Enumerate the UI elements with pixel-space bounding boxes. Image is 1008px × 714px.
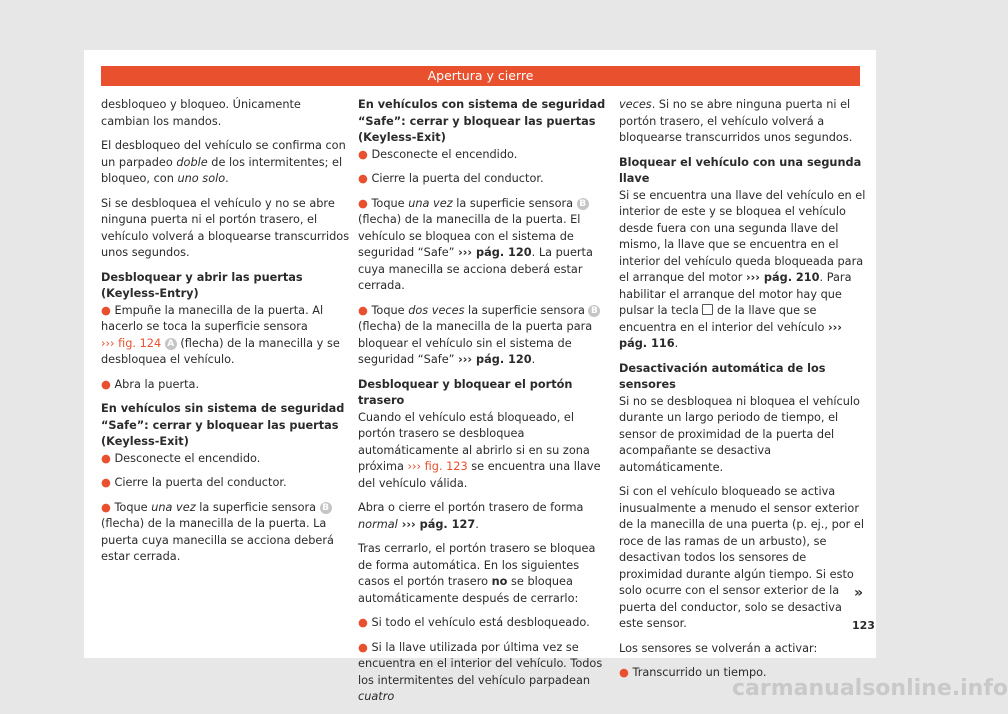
- page-link[interactable]: ››› pág. 120: [458, 353, 532, 366]
- page-link[interactable]: ››› pág. 120: [458, 246, 532, 259]
- page-link[interactable]: ››› pág. 127: [397, 517, 476, 531]
- bullet-icon: ●: [619, 666, 629, 679]
- figure-link[interactable]: ››› fig. 123: [407, 460, 468, 473]
- list-item: ● Toque dos veces la superficie sensora B (flecha) de la manecilla de la puerta para bloquear el vehículo sin el sistema de seguridad “Safe” ››› pág. 120.: [358, 303, 608, 369]
- list-item: ● Desconecte el encendido.: [358, 147, 518, 161]
- column-2: [358, 97, 608, 714]
- bullet-icon: ●: [358, 616, 368, 629]
- column-3: [619, 97, 869, 690]
- bullet-icon: ●: [101, 303, 111, 317]
- label-badge-a: A: [165, 338, 177, 350]
- section-heading: Desbloquear y abrir las puertas (Keyless-Entry): [101, 270, 303, 300]
- label-badge-b: B: [588, 305, 600, 317]
- bullet-icon: ●: [101, 377, 111, 391]
- paragraph: Tras cerrarlo, el portón trasero se bloquea de forma automática. En los siguientes casos el portón trasero no se bloquea automáticamente después de cerrarlo:: [358, 542, 596, 605]
- watermark: carmanualsonline.info: [732, 676, 1008, 701]
- continue-arrow-icon: »: [854, 585, 864, 601]
- list-item: ● Empuñe la manecilla de la puerta. Al hacerlo se toca la superficie sensora ››› fig. 124 A (flecha) de la manecilla y se desbloquea el vehículo.: [101, 303, 340, 366]
- paragraph: Si con el vehículo bloqueado se activa inusualmente a menudo el sensor exterior de la manecilla de una puerta (p. ej., por el roce de las ramas de un arbusto), se desactivan todos los sensores de proximidad durante algún tiempo. Si esto solo ocurre con el sensor exterior de la puerta del conductor, solo se desactiva este sensor.: [619, 485, 864, 630]
- bullet-icon: ●: [358, 172, 368, 185]
- list-item: ● Si todo el vehículo está desbloqueado.: [358, 616, 590, 629]
- paragraph: Los sensores se volverán a activar:: [619, 641, 818, 655]
- list-item: ● Transcurrido un tiempo.: [619, 666, 767, 679]
- paragraph: Si se desbloquea el vehículo y no se abre ninguna puerta ni el portón trasero, el vehículo volverá a bloquearse transcurridos unos segundos.: [101, 196, 350, 259]
- list-item: ● Si la llave utilizada por última vez se encuentra en el interior del vehículo. Todos los intermitentes del vehículo parpadean cuatro: [358, 640, 603, 703]
- page-number: 123: [852, 619, 875, 632]
- label-badge-b: B: [577, 198, 589, 210]
- figure-link[interactable]: ››› fig. 124: [101, 336, 162, 350]
- section-heading: En vehículos sin sistema de seguridad “Safe”: cerrar y bloquear las puertas (Keyless-Exit): [101, 402, 345, 448]
- bullet-icon: ●: [101, 476, 111, 489]
- paragraph: veces. Si no se abre ninguna puerta ni el portón trasero, el vehículo volverá a bloquearse transcurridos unos segundos.: [619, 98, 853, 144]
- paragraph: desbloqueo y bloqueo. Únicamente cambian los mandos.: [101, 98, 301, 128]
- paragraph: Si se encuentra una llave del vehículo en el interior de este y se bloquea el vehículo desde fuera con una segunda llave del mismo, la llave que se encuentra en el interior del vehículo queda bloqueada para el arranque del motor ››› pág. 210. Para habilitar el arranque del motor hay que pulsar la tecla de la llave que se encuentra en el interior del vehículo ››› pág. 116.: [619, 188, 866, 350]
- page-link[interactable]: ››› pág. 116: [619, 320, 842, 350]
- page-link[interactable]: ››› pág. 210: [746, 271, 820, 284]
- bullet-icon: ●: [101, 451, 111, 465]
- label-badge-b: B: [320, 502, 332, 514]
- paragraph: Si no se desbloquea ni bloquea el vehículo durante un largo periodo de tiempo, el sensor de proximidad de la puerta del acompañante se desactiva automáticamente.: [619, 394, 860, 474]
- column-1: [101, 97, 351, 574]
- bullet-icon: ●: [358, 640, 368, 654]
- list-item: ● Toque una vez la superficie sensora B (flecha) de la manecilla de la puerta. El vehículo se bloquea con el sistema de seguridad “Safe” ››› pág. 120. La puerta cuya manecilla se acciona deberá estar cerrada.: [358, 196, 593, 292]
- list-item: ● Abra la puerta.: [101, 377, 200, 391]
- section-heading: En vehículos con sistema de seguridad “Safe”: cerrar y bloquear las puertas (Keyless-Exit): [358, 98, 606, 144]
- section-header: Apertura y cierre: [101, 66, 860, 86]
- section-heading: Bloquear el vehículo con una segunda llave: [619, 155, 862, 185]
- list-item: ● Toque una vez la superficie sensora B (flecha) de la manecilla de la puerta. La puerta cuya manecilla se acciona deberá estar cerrada.: [101, 500, 334, 563]
- lock-icon: [702, 304, 713, 315]
- paragraph: Abra o cierre el portón trasero de forma normal ››› pág. 127.: [358, 501, 584, 531]
- section-heading: Desbloquear y bloquear el portón trasero: [358, 377, 573, 407]
- list-item: ● Cierre la puerta del conductor.: [358, 172, 544, 185]
- list-item: ● Desconecte el encendido.: [101, 451, 261, 465]
- paragraph: Cuando el vehículo está bloqueado, el portón trasero se desbloquea automáticamente al abrirlo si en su zona próxima ››› fig. 123 se encuentra una llave del vehículo válida.: [358, 410, 601, 490]
- bullet-icon: ●: [101, 500, 111, 514]
- section-heading: Desactivación automática de los sensores: [619, 361, 826, 391]
- bullet-icon: ●: [358, 303, 368, 317]
- bullet-icon: ●: [358, 147, 368, 161]
- list-item: ● Cierre la puerta del conductor.: [101, 476, 287, 489]
- bullet-icon: ●: [358, 196, 368, 210]
- paragraph: El desbloqueo del vehículo se confirma con un parpadeo doble de los intermitentes; el bloqueo, con uno solo.: [101, 139, 346, 185]
